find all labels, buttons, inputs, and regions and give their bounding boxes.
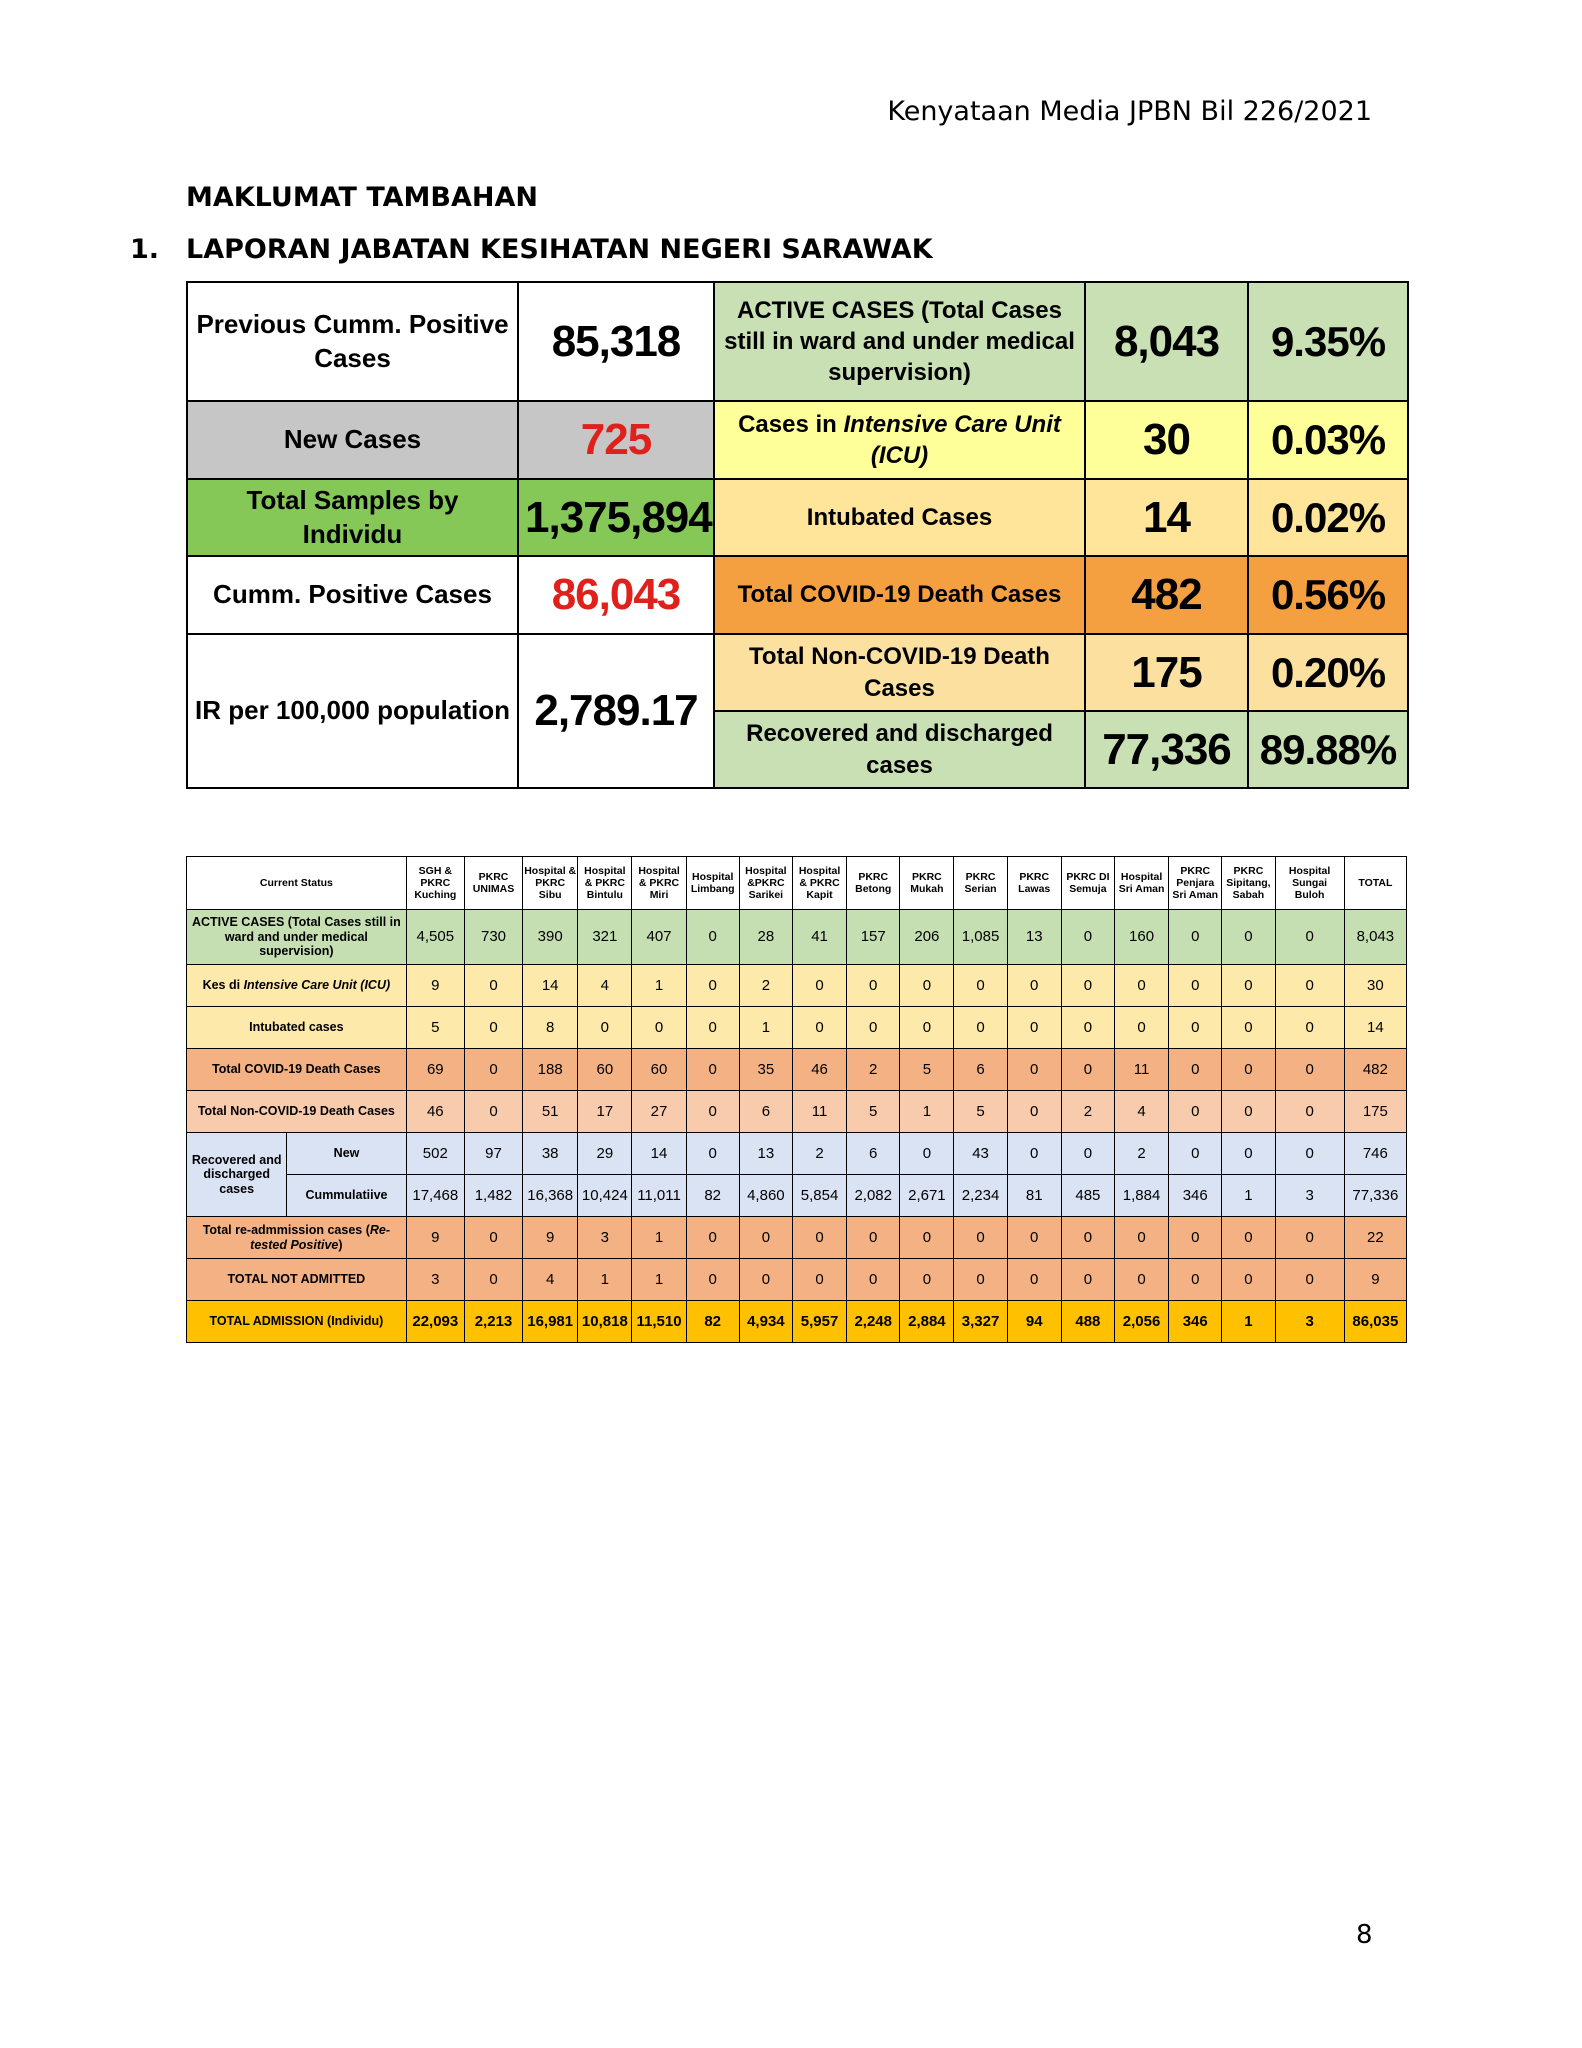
total-admission-row [187, 1301, 1407, 1343]
table-cell: 0 [739, 1217, 792, 1259]
active-cases-pct: 9.35% [1248, 282, 1408, 401]
table-cell: 3,327 [954, 1301, 1007, 1343]
table-cell: 1 [900, 1091, 954, 1133]
table-cell: 2,671 [900, 1175, 954, 1217]
covid-death-pct: 0.56% [1248, 556, 1408, 634]
table-cell: 2 [1061, 1091, 1114, 1133]
table-cell: 0 [1169, 910, 1222, 965]
table-cell: 81 [1007, 1175, 1061, 1217]
table-cell: 0 [954, 965, 1007, 1007]
readm-prefix: Total re-admmission cases ( [202, 1223, 370, 1238]
icu-row-label [187, 965, 407, 1007]
table-cell: 0 [1275, 1007, 1344, 1049]
icu-row-prefix: Kes di [202, 978, 244, 993]
column-header: PKRC UNIMAS [464, 857, 522, 910]
table-cell: 0 [464, 1049, 522, 1091]
icu-row-italic: Intensive Care Unit (ICU) [243, 978, 391, 993]
table-cell: 4 [1114, 1091, 1168, 1133]
prev-cumm-value: 85,318 [518, 282, 714, 401]
new-cases-value: 725 [518, 401, 714, 479]
icu-row [187, 965, 1407, 1007]
death-row-label: Total COVID-19 Death Cases [187, 1049, 407, 1091]
table-cell: 4,934 [739, 1301, 792, 1343]
table-cell: 5,854 [792, 1175, 846, 1217]
table-cell: 0 [686, 965, 739, 1007]
table-cell: 22,093 [406, 1301, 464, 1343]
table-cell: 482 [1344, 1049, 1406, 1091]
table-cell: 2,884 [900, 1301, 954, 1343]
column-header: Hospital Sri Aman [1114, 857, 1168, 910]
column-header: Hospital Limbang [686, 857, 739, 910]
table-cell: 0 [1222, 910, 1275, 965]
column-header: PKRC Lawas [1007, 857, 1061, 910]
active-cases-label: ACTIVE CASES (Total Cases still in ward and under medical supervision) [714, 282, 1085, 401]
table-cell: 9 [1344, 1259, 1406, 1301]
table-cell: 0 [686, 1091, 739, 1133]
table-cell: 46 [406, 1091, 464, 1133]
table-cell: 0 [1169, 1217, 1222, 1259]
table-cell: 0 [847, 1217, 900, 1259]
table-cell: 0 [464, 1217, 522, 1259]
table-cell: 11,510 [632, 1301, 686, 1343]
column-header: PKRC DI Semuja [1061, 857, 1114, 910]
total-samples-label: Total Samples by Individu [187, 479, 518, 556]
table-cell: 16,368 [523, 1175, 578, 1217]
non-death-row [187, 1091, 1407, 1133]
table-cell: 4 [523, 1259, 578, 1301]
table-cell: 6 [847, 1133, 900, 1175]
active-row [187, 910, 1407, 965]
table-cell: 16,981 [523, 1301, 578, 1343]
section-name: LAPORAN JABATAN KESIHATAN NEGERI SARAWAK [186, 234, 933, 265]
table-cell: 0 [1061, 1133, 1114, 1175]
table-cell: 22 [1344, 1217, 1406, 1259]
icu-cases-label [714, 401, 1085, 479]
table-cell: 5,957 [792, 1301, 846, 1343]
table-cell: 0 [1007, 1217, 1061, 1259]
table-cell: 0 [578, 1007, 632, 1049]
cumm-positive-label: Cumm. Positive Cases [187, 556, 518, 634]
table-cell: 1,085 [954, 910, 1007, 965]
table-cell: 14 [1344, 1007, 1406, 1049]
table-cell: 13 [739, 1133, 792, 1175]
table-cell: 0 [686, 910, 739, 965]
table-cell: 0 [686, 1217, 739, 1259]
table-cell: 82 [686, 1175, 739, 1217]
table-cell: 14 [523, 965, 578, 1007]
table-cell: 0 [464, 1091, 522, 1133]
table-cell: 0 [847, 965, 900, 1007]
table-cell: 206 [900, 910, 954, 965]
table-cell: 1 [632, 1259, 686, 1301]
table-cell: 0 [1007, 1091, 1061, 1133]
table-cell: 28 [739, 910, 792, 965]
column-header: Hospital &PKRC Sarikei [739, 857, 792, 910]
non-death-row-label: Total Non-COVID-19 Death Cases [187, 1091, 407, 1133]
table-cell: 0 [1007, 1133, 1061, 1175]
recovered-cum-row [187, 1175, 1407, 1217]
table-cell: 0 [686, 1259, 739, 1301]
cumm-positive-value: 86,043 [518, 556, 714, 634]
table-cell: 11,011 [632, 1175, 686, 1217]
table-cell: 0 [1275, 965, 1344, 1007]
table-cell: 6 [739, 1091, 792, 1133]
table-cell: 0 [900, 1133, 954, 1175]
table-cell: 0 [792, 1007, 846, 1049]
table-cell: 1 [739, 1007, 792, 1049]
column-header: PKRC Penjara Sri Aman [1169, 857, 1222, 910]
intubated-value: 14 [1085, 479, 1248, 556]
table-cell: 0 [1007, 1049, 1061, 1091]
table-cell: 3 [578, 1217, 632, 1259]
table-cell: 0 [1007, 965, 1061, 1007]
table-cell: 485 [1061, 1175, 1114, 1217]
active-row-label: ACTIVE CASES (Total Cases still in ward and under medical supervision) [187, 910, 407, 965]
ir-value: 2,789.17 [518, 634, 714, 788]
table-cell: 0 [464, 1259, 522, 1301]
table-cell: 0 [1222, 1007, 1275, 1049]
not-admitted-row-label: TOTAL NOT ADMITTED [187, 1259, 407, 1301]
document-reference: Kenyataan Media JPBN Bil 226/2021 [887, 96, 1372, 127]
table-cell: 2 [792, 1133, 846, 1175]
new-cases-label: New Cases [187, 401, 518, 479]
table-cell: 0 [900, 1007, 954, 1049]
table-cell: 17 [578, 1091, 632, 1133]
table-cell: 0 [739, 1259, 792, 1301]
table-cell: 82 [686, 1301, 739, 1343]
table-cell: 94 [1007, 1301, 1061, 1343]
table-cell: 0 [1275, 910, 1344, 965]
not-admitted-row [187, 1259, 1407, 1301]
table-cell: 14 [632, 1133, 686, 1175]
table-cell: 1,482 [464, 1175, 522, 1217]
table-cell: 0 [1275, 1091, 1344, 1133]
table-cell: 0 [1169, 1259, 1222, 1301]
icu-label-italic: Intensive Care Unit (ICU) [843, 410, 1061, 469]
table-cell: 1 [578, 1259, 632, 1301]
table-cell: 157 [847, 910, 900, 965]
table-cell: 0 [1169, 965, 1222, 1007]
column-header: PKRC Serian [954, 857, 1007, 910]
table-cell: 13 [1007, 910, 1061, 965]
table-cell: 0 [1275, 1049, 1344, 1091]
table-cell: 2 [739, 965, 792, 1007]
table-cell: 0 [1061, 910, 1114, 965]
column-header: Hospital & PKRC Sibu [523, 857, 578, 910]
recovered-pct: 89.88% [1248, 711, 1408, 788]
table-cell: 2,082 [847, 1175, 900, 1217]
table-cell: 0 [1169, 1049, 1222, 1091]
recovered-row-label: Recovered and discharged cases [187, 1133, 287, 1217]
table-cell: 0 [1061, 1217, 1114, 1259]
table-cell: 41 [792, 910, 846, 965]
table-cell: 0 [954, 1217, 1007, 1259]
table-cell: 5 [406, 1007, 464, 1049]
table-cell: 3 [1275, 1175, 1344, 1217]
table-cell: 97 [464, 1133, 522, 1175]
table-cell: 6 [954, 1049, 1007, 1091]
column-header: PKRC Betong [847, 857, 900, 910]
table-cell: 0 [1114, 1007, 1168, 1049]
table-cell: 730 [464, 910, 522, 965]
table-cell: 0 [1061, 1049, 1114, 1091]
table-cell: 0 [1222, 1049, 1275, 1091]
table-cell: 0 [1007, 1007, 1061, 1049]
table-cell: 2,234 [954, 1175, 1007, 1217]
death-row [187, 1049, 1407, 1091]
covid-death-label: Total COVID-19 Death Cases [714, 556, 1085, 634]
non-covid-death-value: 175 [1085, 634, 1248, 711]
table-cell: 0 [847, 1259, 900, 1301]
table-cell: 11 [1114, 1049, 1168, 1091]
table-cell: 51 [523, 1091, 578, 1133]
table-cell: 8 [523, 1007, 578, 1049]
table-cell: 10,424 [578, 1175, 632, 1217]
table-cell: 29 [578, 1133, 632, 1175]
column-header: PKRC Mukah [900, 857, 954, 910]
table-cell: 9 [406, 965, 464, 1007]
table-cell: 0 [954, 1007, 1007, 1049]
table-cell: 86,035 [1344, 1301, 1406, 1343]
table-cell: 1 [1222, 1301, 1275, 1343]
non-covid-death-label: Total Non-COVID-19 Death Cases [714, 634, 1085, 711]
table-cell: 0 [1275, 1133, 1344, 1175]
recovered-new-row [187, 1133, 1407, 1175]
table-cell: 0 [954, 1259, 1007, 1301]
table-cell: 0 [900, 1259, 954, 1301]
table-cell: 0 [1061, 965, 1114, 1007]
total-admission-row-label: TOTAL ADMISSION (Individu) [187, 1301, 407, 1343]
table-cell: 9 [406, 1217, 464, 1259]
table-cell: 8,043 [1344, 910, 1406, 965]
intubated-row-label: Intubated cases [187, 1007, 407, 1049]
icu-cases-value: 30 [1085, 401, 1248, 479]
table-cell: 1 [632, 1217, 686, 1259]
table-cell: 0 [1061, 1259, 1114, 1301]
table-cell: 2,056 [1114, 1301, 1168, 1343]
section-title: MAKLUMAT TAMBAHAN [186, 182, 538, 213]
table-cell: 17,468 [406, 1175, 464, 1217]
table-cell: 2 [847, 1049, 900, 1091]
table-cell: 4 [578, 965, 632, 1007]
total-samples-value: 1,375,894 [518, 479, 714, 556]
table-cell: 407 [632, 910, 686, 965]
column-header: SGH & PKRC Kuching [406, 857, 464, 910]
table-cell: 0 [686, 1007, 739, 1049]
table-cell: 0 [632, 1007, 686, 1049]
recovered-cum-label: Cummulatiive [287, 1175, 406, 1217]
table-cell: 0 [1114, 1259, 1168, 1301]
table-cell: 0 [1222, 965, 1275, 1007]
table-cell: 0 [900, 1217, 954, 1259]
table-cell: 1 [632, 965, 686, 1007]
table-cell: 9 [523, 1217, 578, 1259]
table-cell: 2,248 [847, 1301, 900, 1343]
table-cell: 5 [954, 1091, 1007, 1133]
table-cell: 0 [792, 965, 846, 1007]
table-cell: 38 [523, 1133, 578, 1175]
recovered-label: Recovered and discharged cases [714, 711, 1085, 788]
table-cell: 0 [1222, 1259, 1275, 1301]
table-cell: 2,213 [464, 1301, 522, 1343]
table-cell: 4,860 [739, 1175, 792, 1217]
table-cell: 0 [1007, 1259, 1061, 1301]
table-cell: 746 [1344, 1133, 1406, 1175]
column-header: Hospital & PKRC Bintulu [578, 857, 632, 910]
column-header: Hospital & PKRC Kapit [792, 857, 846, 910]
summary-table [186, 281, 1409, 789]
table-cell: 346 [1169, 1301, 1222, 1343]
table-cell: 0 [1169, 1091, 1222, 1133]
recovered-new-label: New [287, 1133, 406, 1175]
table-cell: 0 [1222, 1217, 1275, 1259]
icu-cases-pct: 0.03% [1248, 401, 1408, 479]
intubated-pct: 0.02% [1248, 479, 1408, 556]
covid-death-value: 482 [1085, 556, 1248, 634]
table-cell: 4,505 [406, 910, 464, 965]
table-cell: 390 [523, 910, 578, 965]
table-cell: 0 [686, 1049, 739, 1091]
readmission-row [187, 1217, 1407, 1259]
table-cell: 175 [1344, 1091, 1406, 1133]
table-cell: 2 [1114, 1133, 1168, 1175]
table-cell: 27 [632, 1091, 686, 1133]
table-cell: 160 [1114, 910, 1168, 965]
table-cell: 10,818 [578, 1301, 632, 1343]
table-cell: 0 [792, 1217, 846, 1259]
icu-label-prefix: Cases in [738, 410, 844, 438]
readm-italic: Re-tested Positive [250, 1223, 391, 1252]
table-cell: 46 [792, 1049, 846, 1091]
table-cell: 60 [578, 1049, 632, 1091]
status-header: Current Status [187, 857, 407, 910]
table-cell: 0 [847, 1007, 900, 1049]
column-header: TOTAL [1344, 857, 1406, 910]
active-cases-value: 8,043 [1085, 282, 1248, 401]
section-number: 1. [130, 234, 160, 265]
table-cell: 0 [1114, 965, 1168, 1007]
table-cell: 0 [1275, 1259, 1344, 1301]
intubated-row [187, 1007, 1407, 1049]
table-cell: 1,884 [1114, 1175, 1168, 1217]
table-cell: 60 [632, 1049, 686, 1091]
table-cell: 77,336 [1344, 1175, 1406, 1217]
page-number: 8 [1356, 1920, 1373, 1950]
table-cell: 3 [1275, 1301, 1344, 1343]
table-cell: 502 [406, 1133, 464, 1175]
intubated-label: Intubated Cases [714, 479, 1085, 556]
table-cell: 1 [1222, 1175, 1275, 1217]
column-header: Hospital Sungai Buloh [1275, 857, 1344, 910]
table-cell: 0 [464, 1007, 522, 1049]
table-cell: 488 [1061, 1301, 1114, 1343]
table-cell: 346 [1169, 1175, 1222, 1217]
table-cell: 0 [792, 1259, 846, 1301]
header-row [187, 857, 1407, 910]
column-header: PKRC Sipitang, Sabah [1222, 857, 1275, 910]
table-cell: 11 [792, 1091, 846, 1133]
prev-cumm-label: Previous Cumm. Positive Cases [187, 282, 518, 401]
table-cell: 3 [406, 1259, 464, 1301]
table-cell: 0 [464, 965, 522, 1007]
table-cell: 0 [1114, 1217, 1168, 1259]
table-cell: 30 [1344, 965, 1406, 1007]
readm-suffix: ) [338, 1237, 343, 1252]
table-cell: 69 [406, 1049, 464, 1091]
table-cell: 0 [1169, 1133, 1222, 1175]
non-covid-death-pct: 0.20% [1248, 634, 1408, 711]
table-cell: 0 [1222, 1091, 1275, 1133]
table-cell: 0 [1169, 1007, 1222, 1049]
table-cell: 188 [523, 1049, 578, 1091]
table-cell: 43 [954, 1133, 1007, 1175]
detail-table [186, 856, 1407, 1343]
table-cell: 0 [900, 965, 954, 1007]
column-header: Hospital & PKRC Miri [632, 857, 686, 910]
table-cell: 5 [847, 1091, 900, 1133]
table-cell: 5 [900, 1049, 954, 1091]
table-cell: 35 [739, 1049, 792, 1091]
table-cell: 321 [578, 910, 632, 965]
readmission-row-label [187, 1217, 407, 1259]
ir-label: IR per 100,000 population [187, 634, 518, 788]
table-cell: 0 [686, 1133, 739, 1175]
recovered-value: 77,336 [1085, 711, 1248, 788]
table-cell: 0 [1222, 1133, 1275, 1175]
table-cell: 0 [1275, 1217, 1344, 1259]
table-cell: 0 [1061, 1007, 1114, 1049]
